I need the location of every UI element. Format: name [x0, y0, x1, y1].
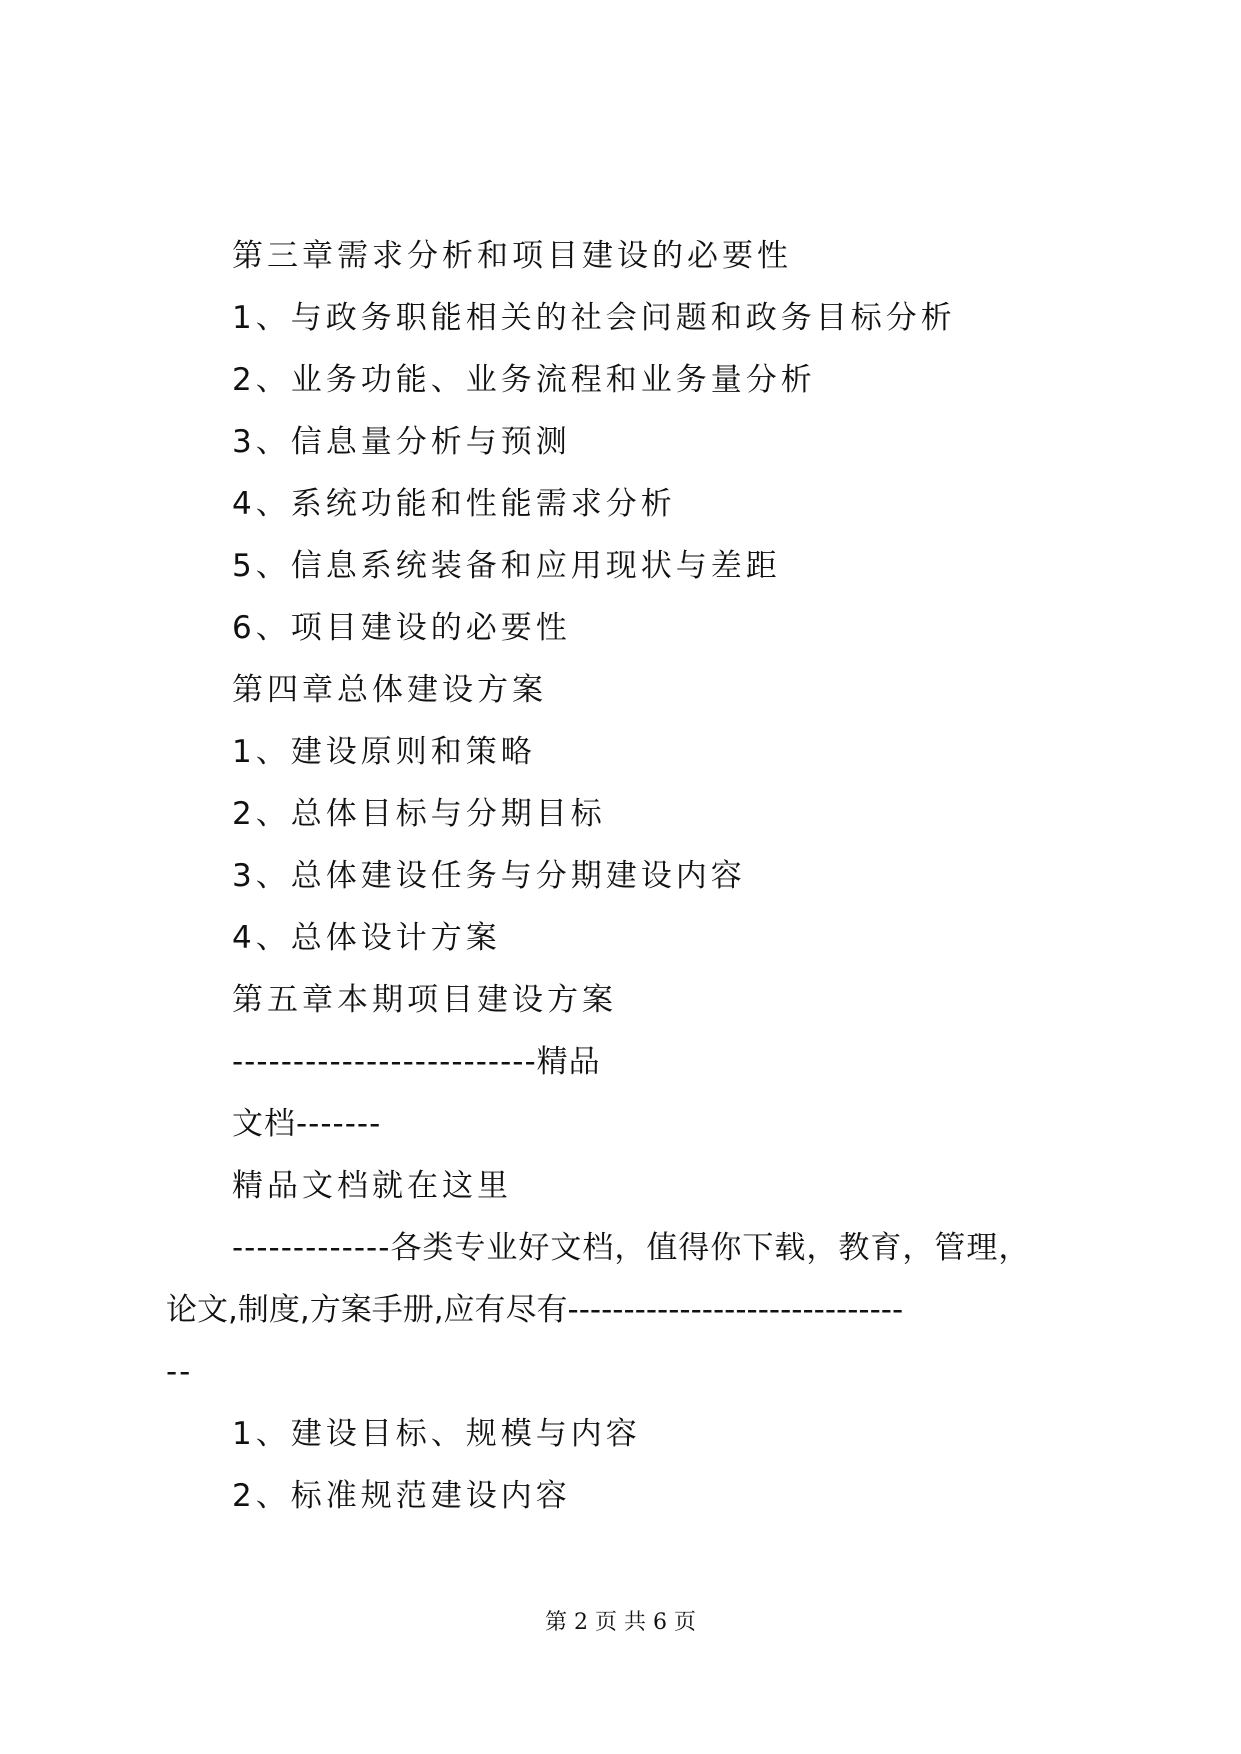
list-item: 2、业务功能、业务流程和业务量分析 [232, 362, 816, 398]
separator-line: -------------------------精品 [232, 1044, 601, 1080]
list-item: 2、标准规范建设内容 [232, 1478, 571, 1514]
chapter-5-heading: 第五章本期项目建设方案 [232, 982, 617, 1018]
separator-line: 文档------- [232, 1106, 382, 1142]
list-item: 1、建设原则和策略 [232, 734, 536, 770]
list-item: 2、总体目标与分期目标 [232, 796, 606, 832]
promo-text: 论文,制度,方案手册,应有尽有------------------------------ [166, 1292, 904, 1328]
list-item: 4、总体设计方案 [232, 920, 501, 956]
list-item: 6、项目建设的必要性 [232, 610, 571, 646]
list-item: 1、建设目标、规模与内容 [232, 1416, 641, 1452]
list-item: 3、信息量分析与预测 [232, 424, 571, 460]
promo-text: -------------各类专业好文档，值得你下载，教育，管理， [232, 1230, 1031, 1266]
list-item: 4、系统功能和性能需求分析 [232, 486, 676, 522]
list-item: 1、与政务职能相关的社会问题和政务目标分析 [232, 300, 956, 336]
list-item: 5、信息系统装备和应用现状与差距 [232, 548, 781, 584]
promo-text: -- [166, 1354, 193, 1390]
list-item: 3、总体建设任务与分期建设内容 [232, 858, 746, 894]
page-number-footer: 第 2 页 共 6 页 [545, 1610, 696, 1635]
promo-text: 精品文档就在这里 [232, 1168, 512, 1204]
chapter-4-heading: 第四章总体建设方案 [232, 672, 547, 708]
chapter-3-heading: 第三章需求分析和项目建设的必要性 [232, 238, 792, 274]
